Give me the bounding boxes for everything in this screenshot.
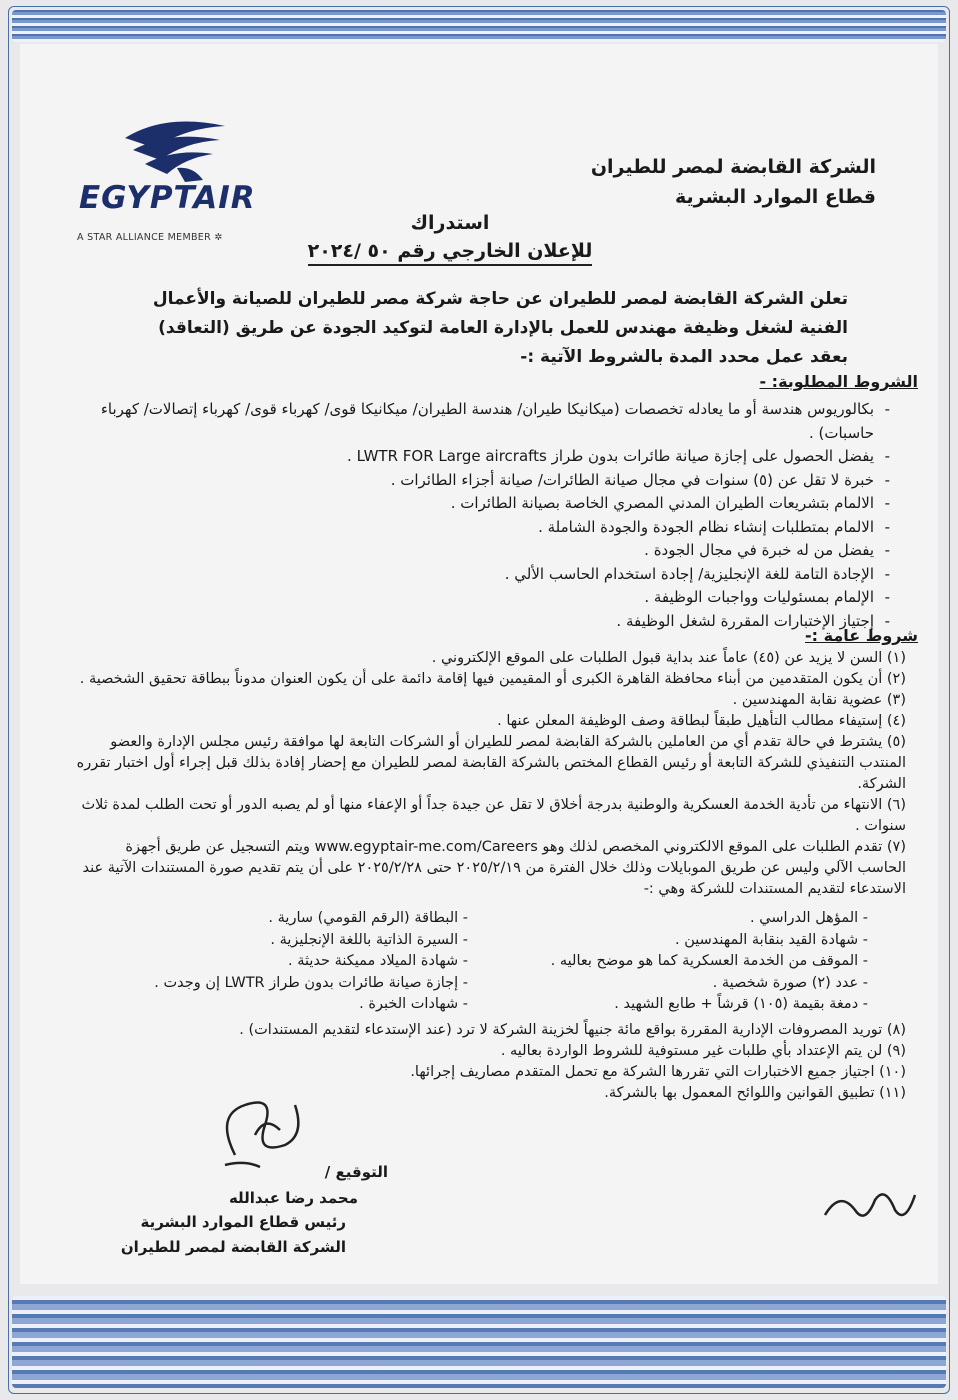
documents-list — [108, 908, 868, 1016]
list-item: - بكالوريوس هندسة أو ما يعادله تخصصات (ميكانيكا طيران/ هندسة الطيران/ ميكانيكا قوى/ كهرباء قوى/ كهرباء إتصالات/ كهرباء حاسبات) . — [90, 398, 890, 445]
initials-signature — [820, 1180, 920, 1230]
signatory-position: رئيس قطاع الموارد البشرية — [140, 1213, 346, 1231]
doc-subtitle: للإعلان الخارجي رقم ٥٠ /٢٠٢٤ — [150, 240, 750, 262]
list-item: - يفضل الحصول على إجازة صيانة طائرات بدون طراز LWTR FOR Large aircrafts . — [90, 445, 890, 469]
list-item: (٩) لن يتم الإعتداد بأي طلبات غير مستوفية للشروط الواردة بعاليه . — [500, 1043, 906, 1059]
list-item: (١) السن لا يزيد عن (٤٥) عاماً عند بداية قبول الطلبات على الموقع الإلكتروني . — [431, 650, 906, 666]
handwritten-signature — [205, 1075, 315, 1175]
document-item: - شهادة الميلاد مميكنة حديثة . — [288, 953, 468, 969]
document-item: - البطاقة (الرقم القومي) سارية . — [268, 910, 468, 926]
general-list-continued — [76, 1020, 906, 1104]
signature-label: التوقيع / — [324, 1163, 388, 1181]
list-item: - إجتياز الإختبارات المقررة لشغل الوظيفة . — [90, 610, 890, 634]
list-item: - يفضل من له خبرة في مجال الجودة . — [90, 539, 890, 563]
list-item: (٤) إستيفاء مطالب التأهيل طبقاً لبطاقة وصف الوظيفة المعلن عنها . — [497, 713, 906, 729]
list-item: - الالمام بمتطلبات إنشاء نظام الجودة والجودة الشاملة . — [90, 516, 890, 540]
list-item: (١٠) اجتياز جميع الاختبارات التي تقررها الشركة مع تحمل المتقدم مصاريف إجرائها. — [410, 1064, 906, 1080]
list-item: - خبرة لا تقل عن (٥) سنوات في مجال صيانة الطائرات/ صيانة أجزاء الطائرات . — [90, 469, 890, 493]
star-icon: ✲ — [214, 232, 223, 243]
list-item: - الإجادة التامة للغة الإنجليزية/ إجادة استخدام الحاسب الألي . — [90, 563, 890, 587]
top-letterhead-band — [12, 10, 946, 42]
list-item: - الالمام بتشريعات الطيران المدني المصري الخاصة بصيانة الطائرات . — [90, 492, 890, 516]
list-item: (٦) الانتهاء من تأدية الخدمة العسكرية والوطنية بدرجة أخلاق لا تقل عن جيدة جداً أو الإعفاء منها أو لم يصبه الدور أو تحت الطلب لمدة ثلاث سنوات . — [81, 797, 906, 834]
document-item: - إجازة صيانة طائرات بدون طراز LWTR إن وجدت . — [154, 974, 468, 991]
bottom-letterhead-band — [12, 1296, 946, 1388]
list-item: (٨) توريد المصروفات الإدارية المقررة بواقع مائة جنيهاً لخزينة الشركة لا ترد (عند الإستدعاء لتقديم المستندات) . — [239, 1022, 906, 1038]
document-item: - شهادة القيد بنقابة المهندسين . — [675, 931, 868, 948]
list-item: - الإلمام بمسئوليات وواجبات الوظيفة . — [90, 586, 890, 610]
doc-title: استدراك — [410, 212, 490, 234]
general-heading: شروط عامة :- — [805, 626, 918, 645]
signatory-name: محمد رضا عبدالله — [228, 1189, 358, 1207]
document-item: - المؤهل الدراسي . — [750, 910, 868, 926]
logo-tagline: A STAR ALLIANCE MEMBER ✲ — [77, 232, 223, 243]
document-item: - السيرة الذاتية باللغة الإنجليزية . — [270, 931, 468, 948]
document-item: - عدد (٢) صورة شخصية . — [712, 974, 868, 991]
org-header — [591, 152, 876, 212]
intro-paragraph: تعلن الشركة القابضة لمصر للطيران عن حاجة شركة مصر للطيران للصيانة والأعمال الفنية لشغل وظيفة مهندس للعمل بالإدارة العامة لتوكيد الجودة عن طريق (التعاقد) بعقد عمل محدد المدة بالشروط الآتية :- — [152, 289, 848, 367]
list-item: (٣) عضوية نقابة المهندسين . — [732, 692, 906, 708]
logo-wordmark: EGYPTAIR — [79, 180, 256, 216]
horus-icon — [115, 108, 235, 188]
list-item: (١١) تطبيق القوانين واللوائح المعمول بها بالشركة. — [604, 1085, 906, 1101]
document-item: - الموقف من الخدمة العسكرية كما هو موضح بعاليه . — [550, 953, 868, 969]
required-list — [90, 398, 890, 633]
sector-name: قطاع الموارد البشرية — [674, 186, 876, 208]
list-item: (٥) يشترط في حالة تقدم أي من العاملين بالشركة القابضة لمصر للطيران أو الشركات التابعة لها موافقة رئيس مجلس الإدارة والعضو المنتدب التنفيذي للشركة التابعة أو رئيس القطاع المختص بالشركة القابضة لمصر للطيران مع إحضار إفادة بذلك قبل إجراء أول اختبار تقرره الشركة. — [76, 734, 906, 792]
list-item: (٧) تقدم الطلبات على الموقع الالكتروني المخصص لذلك وهو www.egyptair-me.com/Careers ويتم التسجيل عن طريق أجهزة الحاسب الآلي وليس عن طريق الموبايلات وذلك خلال الفترة من ٢٠٢٥/٢/١٩ حتى ٢٠٢٥/٢/٢٨ على أن يتم تقديم صورة المستندات الآتية عند الاستدعاء لتقديم المستندات للشركة وهي :- — [82, 839, 906, 897]
list-item: (٢) أن يكون المتقدمين من أبناء محافظة القاهرة الكبرى أو المقيمين فيها إقامة دائمة على أن يكون العنوان مدوناً ببطاقة تحقيق الشخصية . — [79, 671, 906, 687]
signatory-company: الشركة القابضة لمصر للطيران — [120, 1238, 346, 1256]
company-name: الشركة القابضة لمصر للطيران — [590, 156, 876, 178]
general-list — [76, 648, 906, 900]
document-item: - شهادات الخبرة . — [359, 996, 468, 1012]
required-heading: الشروط المطلوبة: - — [759, 372, 918, 391]
document-item: - دمغة بقيمة (١٠٥) قرشاً + طابع الشهيد . — [614, 996, 868, 1012]
